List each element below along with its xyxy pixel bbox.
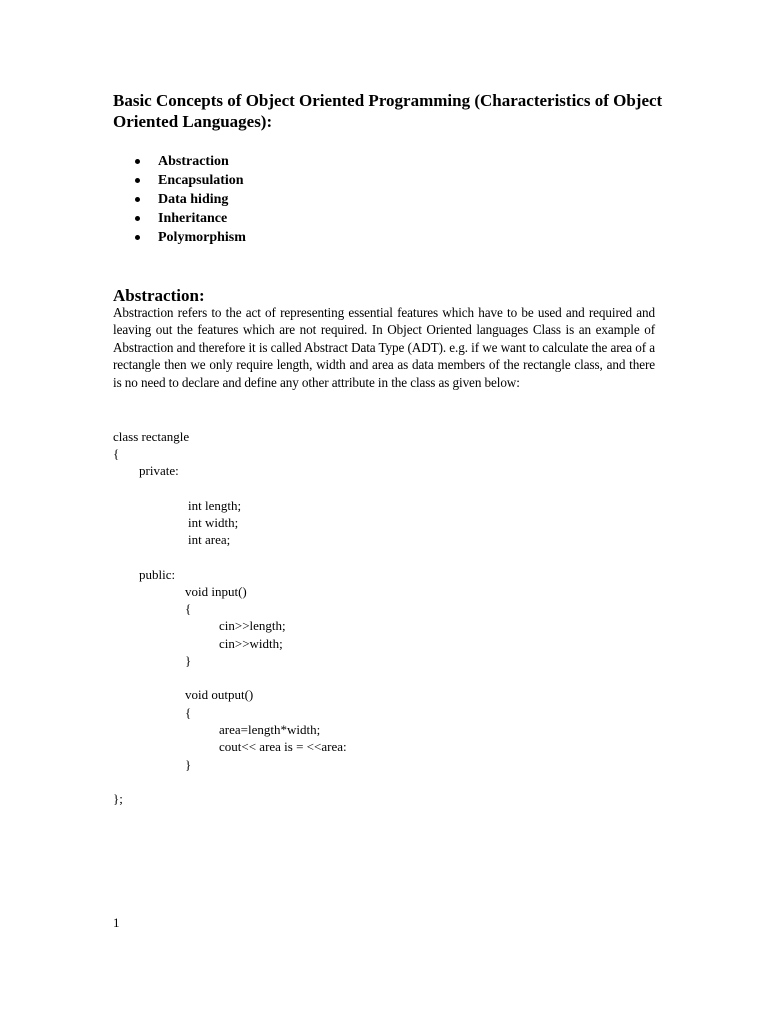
list-item [113,190,246,209]
code-line: } [185,653,192,668]
code-line: void input() [185,584,247,599]
code-line: public: [139,567,176,582]
code-line: } [185,757,192,772]
code-line: area=length*width; [219,722,321,737]
list-item-label: Abstraction [158,154,229,169]
list-item-label: Data hiding [158,192,229,207]
bullet-icon [135,235,140,240]
list-item [113,228,246,247]
list-item [113,209,246,228]
code-line: int area; [188,532,231,547]
code-line: private: [139,463,179,478]
section-heading: Abstraction: [113,286,205,305]
characteristics-list [113,152,246,247]
list-item-label: Encapsulation [158,173,244,188]
code-line: cin>>length; [219,618,286,633]
bullet-icon [135,216,140,221]
code-line: int width; [188,515,239,530]
code-line: cout<< area is = <<area: [219,739,347,754]
list-item [113,152,246,171]
code-line: void output() [185,687,254,702]
code-line: { [185,601,192,616]
bullet-icon [135,178,140,183]
list-item [113,171,246,190]
code-line: { [113,446,120,461]
bullet-icon [135,197,140,202]
list-item-label: Inheritance [158,211,228,226]
page-number: 1 [113,915,120,930]
code-line: class rectangle [113,429,190,444]
page-title: Basic Concepts of Object Oriented Programming (Characteristics of Object Oriented Languages): [113,91,663,131]
section-paragraph: Abstraction refers to the act of representing essential features which have to be used and required and leaving out the features which are not required. In Object Oriented languages Class is an example of Abstraction and therefore it is called Abstract Data Type (ADT). e.g. if we want to calculate the area of a rectangle then we only require length, width and area as data members of the rectangle class, and there is no need to declare and define any other attribute in the class as given below: [113,305,655,390]
code-line: int length; [188,498,242,513]
list-item-label: Polymorphism [158,230,246,245]
code-line: cin>>width; [219,636,283,651]
code-line: }; [113,791,123,806]
code-line: { [185,705,192,720]
bullet-icon [135,159,140,164]
